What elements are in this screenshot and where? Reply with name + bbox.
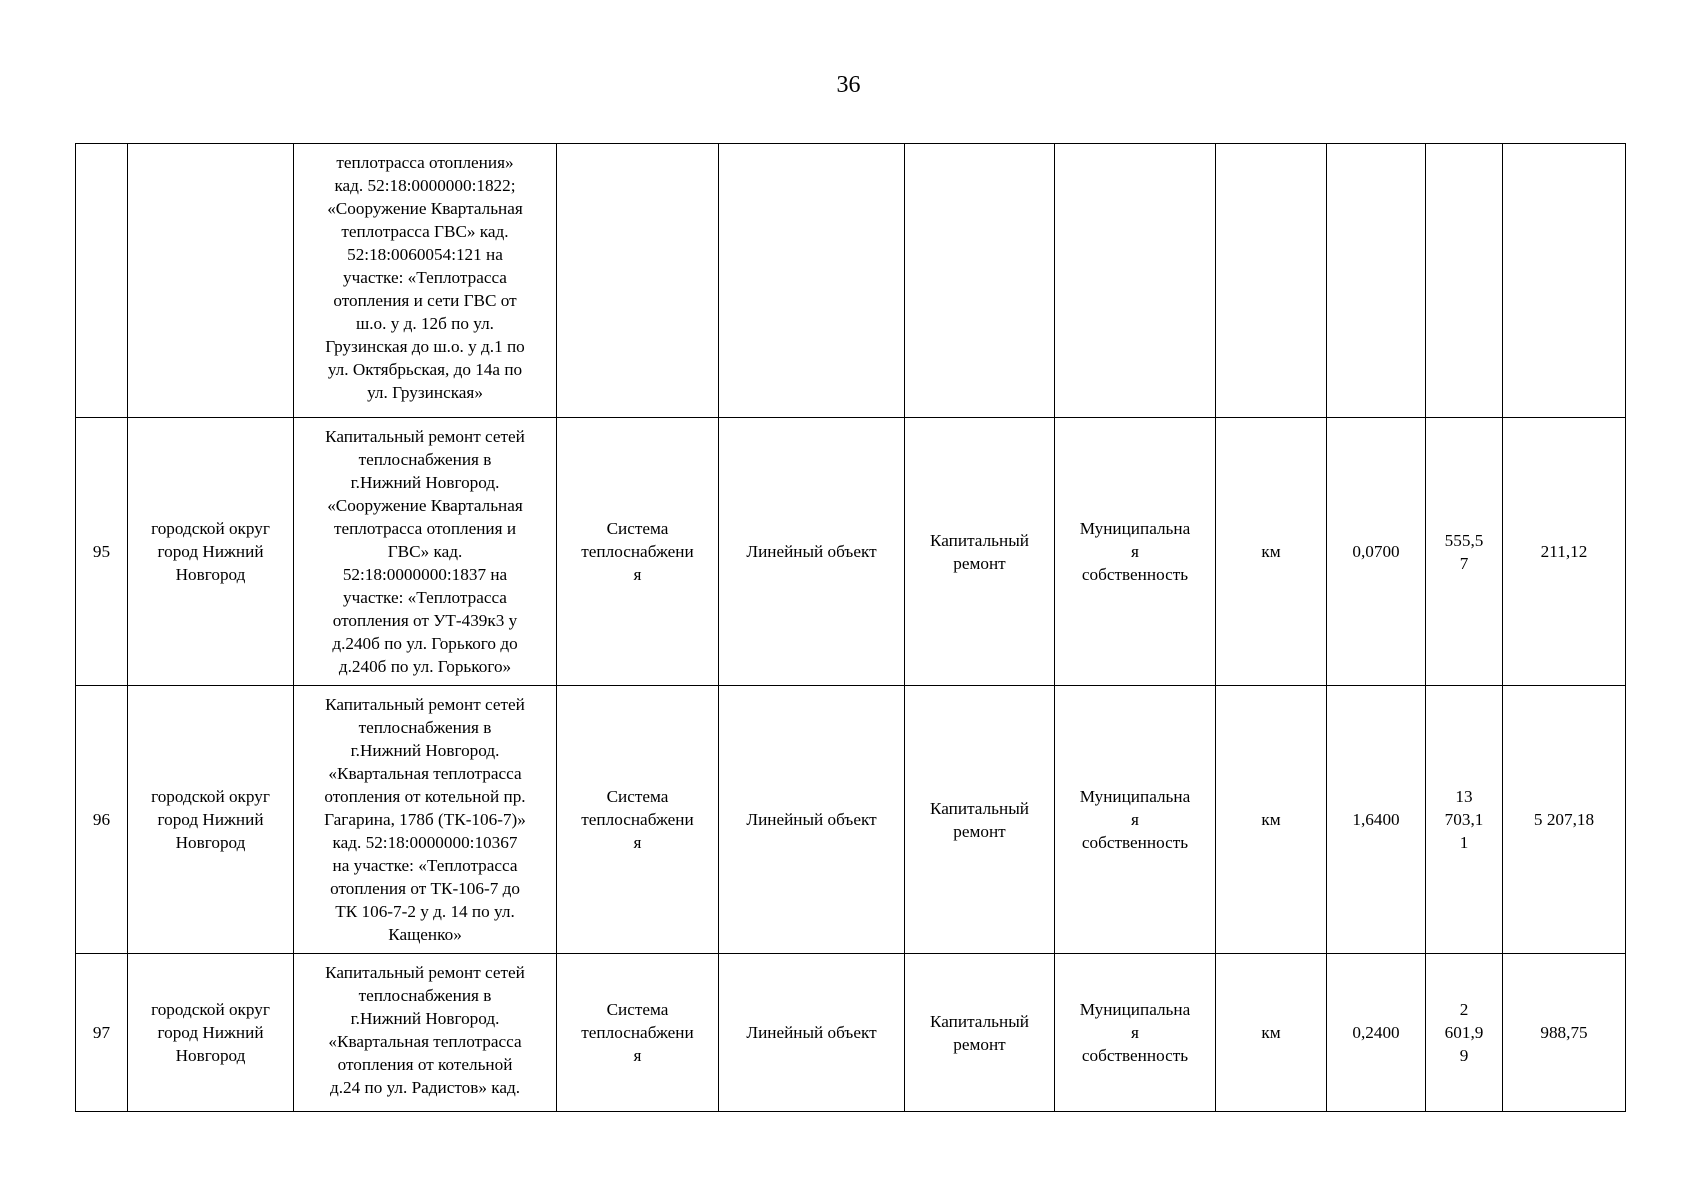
cell-length: 0,0700 xyxy=(1327,418,1426,686)
cell-territory xyxy=(128,954,294,1112)
cell-ownership-line: Муниципальна xyxy=(1079,519,1191,538)
cell-cost-total-line: 1 xyxy=(1459,833,1469,852)
cell-system xyxy=(557,686,719,954)
cell-ownership-line: я xyxy=(1131,542,1139,561)
cell-system xyxy=(557,418,719,686)
cell-object-type: Линейный объект xyxy=(719,686,905,954)
page-number: 36 xyxy=(836,72,861,98)
cell-system-line: теплоснабжени xyxy=(581,1023,694,1042)
cell-territory-line: Новгород xyxy=(175,1046,246,1065)
table-row xyxy=(76,144,1626,418)
cell-cost-total-line: 2 xyxy=(1459,1000,1469,1019)
cell-ownership xyxy=(1055,686,1216,954)
cell-system-line: Система xyxy=(606,787,669,806)
table-row xyxy=(76,954,1626,1112)
cell-ownership-line: Муниципальна xyxy=(1079,787,1191,806)
cell-ownership xyxy=(1055,144,1216,418)
cell-work-type xyxy=(905,418,1055,686)
cell-unit: км xyxy=(1216,686,1327,954)
cell-row-number xyxy=(76,144,128,418)
cell-work-type-line: ремонт xyxy=(953,553,1006,573)
cell-territory-line: город Нижний xyxy=(157,542,264,561)
cell-object-type xyxy=(719,144,905,418)
cell-cost-year: 211,12 xyxy=(1503,418,1626,686)
cell-cost-total xyxy=(1426,418,1503,686)
cell-work-type xyxy=(905,686,1055,954)
cell-cost-total xyxy=(1426,954,1503,1112)
cell-ownership-line: собственность xyxy=(1081,833,1189,852)
cell-work-type-line: ремонт xyxy=(953,821,1006,841)
cell-system-line: Система xyxy=(606,1000,669,1019)
cell-length xyxy=(1327,144,1426,418)
cell-system-line: Система xyxy=(606,519,669,538)
cell-length: 0,2400 xyxy=(1327,954,1426,1112)
cell-cost-year: 5 207,18 xyxy=(1503,686,1626,954)
cell-system-line: теплоснабжени xyxy=(581,542,694,561)
cell-system-line: я xyxy=(633,565,642,584)
cell-row-number: 97 xyxy=(76,954,128,1112)
cell-territory xyxy=(128,686,294,954)
cell-system-line: теплоснабжени xyxy=(581,810,694,829)
cell-ownership-line: собственность xyxy=(1081,1046,1189,1065)
cell-row-number: 95 xyxy=(76,418,128,686)
cell-cost-total-line: 555,5 xyxy=(1444,530,1484,550)
cell-cost-total-line: 703,1 xyxy=(1444,810,1484,829)
cell-unit xyxy=(1216,144,1327,418)
cell-territory-line: городской округ xyxy=(151,787,270,806)
cell-ownership-line: собственность xyxy=(1081,565,1189,584)
cell-ownership xyxy=(1055,418,1216,686)
table-row xyxy=(76,686,1626,954)
cell-object-type: Линейный объект xyxy=(719,954,905,1112)
cell-work-type-line: Капитальный xyxy=(930,798,1029,818)
cell-territory xyxy=(128,144,294,418)
program-table xyxy=(75,143,1626,1112)
cell-length: 1,6400 xyxy=(1327,686,1426,954)
cell-cost-total-line: 7 xyxy=(1459,553,1469,573)
cell-ownership-line: я xyxy=(1131,1023,1139,1042)
cell-work-type xyxy=(905,954,1055,1112)
cell-ownership-line: Муниципальна xyxy=(1079,1000,1191,1019)
cell-territory-line: городской округ xyxy=(151,1000,270,1019)
table-row xyxy=(76,418,1626,686)
cell-cost-year xyxy=(1503,144,1626,418)
cell-ownership-line: я xyxy=(1131,810,1139,829)
cell-object-type: Линейный объект xyxy=(719,418,905,686)
cell-cost-total xyxy=(1426,686,1503,954)
cell-unit: км xyxy=(1216,954,1327,1112)
cell-system xyxy=(557,144,719,418)
cell-work-type-line: ремонт xyxy=(953,1034,1006,1054)
cell-row-number: 96 xyxy=(76,686,128,954)
cell-description: теплотрасса отопления» кад. 52:18:0000000:1822; «Сооружение Квартальная теплотрасса ГВС» кад. 52:18:0060054:121 на участке: «Теплотрасса отопления и сети ГВС от ш.о. у д. 12б по ул. Грузинская до ш.о. у д.1 по ул. Октябрьская, до 14а по ул. Грузинская» xyxy=(294,144,557,418)
cell-territory-line: город Нижний xyxy=(157,1023,264,1042)
cell-territory-line: город Нижний xyxy=(157,810,264,829)
cell-ownership xyxy=(1055,954,1216,1112)
cell-territory-line: Новгород xyxy=(175,565,246,584)
cell-system-line: я xyxy=(633,1046,642,1065)
cell-cost-year: 988,75 xyxy=(1503,954,1626,1112)
cell-cost-total-line: 13 xyxy=(1455,787,1473,806)
cell-work-type xyxy=(905,144,1055,418)
cell-cost-total xyxy=(1426,144,1503,418)
cell-description: Капитальный ремонт сетей теплоснабжения в г.Нижний Новгород. «Квартальная теплотрасса отопления от котельной пр. Гагарина, 178б (ТК-106-7)» кад. 52:18:0000000:10367 на участке: «Теплотрасса отопления от ТК-106-7 до ТК 106-7-2 у д. 14 по ул. Кащенко» xyxy=(294,686,557,954)
cell-territory xyxy=(128,418,294,686)
cell-cost-total-line: 9 xyxy=(1459,1046,1469,1065)
cell-work-type-line: Капитальный xyxy=(930,1011,1029,1031)
cell-cost-total-line: 601,9 xyxy=(1444,1023,1484,1042)
cell-work-type-line: Капитальный xyxy=(930,530,1029,550)
cell-description: Капитальный ремонт сетей теплоснабжения в г.Нижний Новгород. «Сооружение Квартальная теплотрасса отопления и ГВС» кад. 52:18:0000000:1837 на участке: «Теплотрасса отопления от УТ-439к3 у д.240б по ул. Горького до д.240б по ул. Горького» xyxy=(294,418,557,686)
cell-territory-line: Новгород xyxy=(175,833,246,852)
cell-system xyxy=(557,954,719,1112)
cell-description: Капитальный ремонт сетей теплоснабжения в г.Нижний Новгород. «Квартальная теплотрасса отопления от котельной д.24 по ул. Радистов» кад. xyxy=(294,954,557,1112)
cell-territory-line: городской округ xyxy=(151,519,270,538)
cell-unit: км xyxy=(1216,418,1327,686)
cell-system-line: я xyxy=(633,833,642,852)
